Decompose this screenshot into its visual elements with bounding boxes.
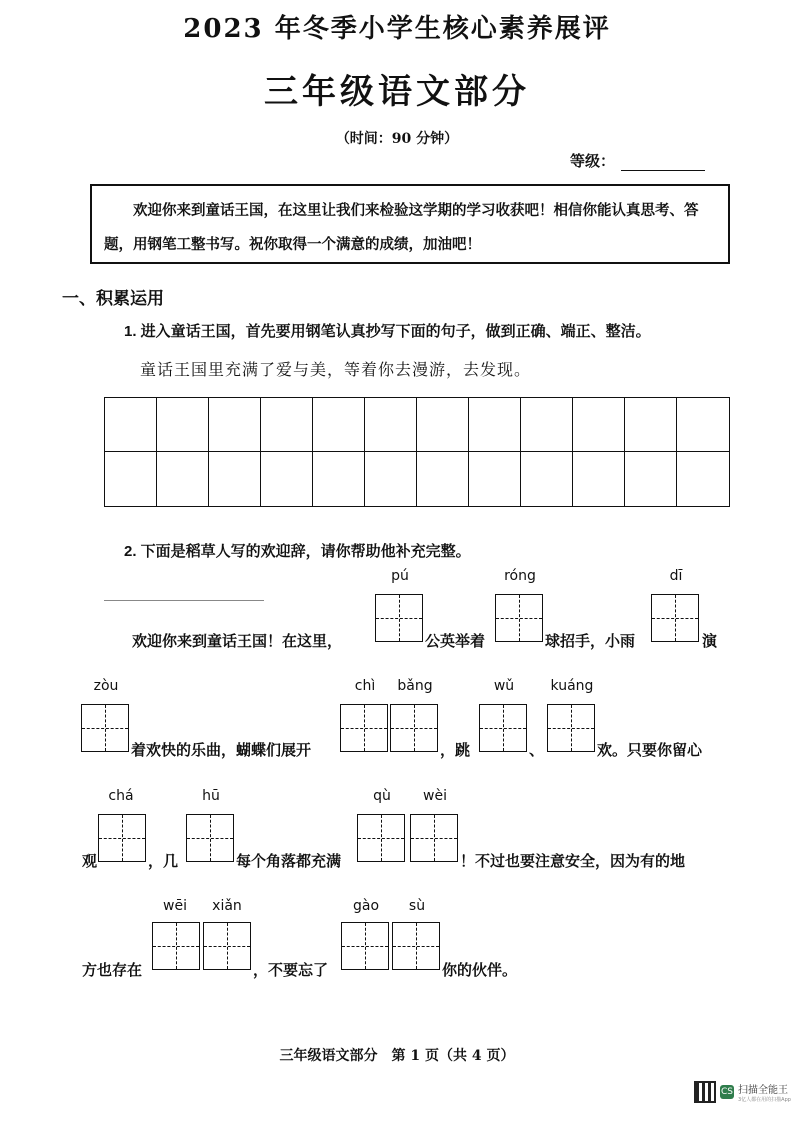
grid-cell[interactable] (417, 452, 469, 506)
grid-cell[interactable] (469, 398, 521, 452)
tianzi-box[interactable] (152, 922, 200, 970)
copy-sentence: 童话王国里充满了爱与美，等着你去漫游，去发现。 (140, 360, 532, 379)
pinyin-wu: wǔ (493, 678, 515, 694)
grid-cell[interactable] (105, 452, 157, 506)
pinyin-xian: xiǎn (212, 898, 242, 914)
pinyin-chi: chì (354, 678, 376, 694)
pinyin-bang: bǎng (397, 678, 433, 694)
tianzi-box[interactable] (651, 594, 699, 642)
exam-time: （时间：90 分钟） (335, 131, 459, 147)
text-segment: 、 (529, 742, 545, 759)
grid-cell[interactable] (105, 398, 157, 452)
text-segment: ，跳 (440, 742, 471, 759)
grid-cell[interactable] (469, 452, 521, 506)
pinyin-wei-danger: wēi (163, 898, 187, 914)
tianzi-box[interactable] (375, 594, 423, 642)
grid-cell[interactable] (157, 452, 209, 506)
grade-label: 等级： (570, 152, 616, 170)
pinyin-zou: zòu (93, 678, 119, 694)
grid-cell[interactable] (313, 452, 365, 506)
grid-cell[interactable] (261, 398, 313, 452)
text-segment: ，不要忘了 (253, 962, 329, 979)
text-segment: ，几 (148, 853, 179, 870)
grade-blank[interactable] (621, 156, 705, 171)
tianzi-box[interactable] (547, 704, 595, 752)
tianzi-box[interactable] (98, 814, 146, 862)
pinyin-cha: chá (108, 788, 134, 804)
pinyin-pu: pú (391, 568, 409, 584)
grid-cell[interactable] (209, 398, 261, 452)
grid-cell[interactable] (365, 398, 417, 452)
qr-code-icon (694, 1081, 716, 1103)
grid-cell[interactable] (313, 398, 365, 452)
text-segment: 你的伙伴。 (442, 962, 518, 979)
grid-cell[interactable] (625, 452, 677, 506)
pinyin-qu: qù (373, 788, 391, 804)
text-segment: ！不过也要注意安全，因为有的地 (460, 853, 686, 870)
tianzi-box[interactable] (341, 922, 389, 970)
camscanner-logo-icon: CS (721, 1087, 733, 1097)
watermark-label: 扫描全能王 (738, 1085, 788, 1096)
tianzi-box[interactable] (186, 814, 234, 862)
grade-field (570, 150, 705, 171)
text-segment: 观 (82, 853, 98, 870)
page-footer: 三年级语文部分 第 1 页（共 4 页） (279, 1048, 515, 1064)
watermark-sub: 3亿人都在用的扫描App (738, 1097, 791, 1103)
scanner-watermark (694, 1081, 791, 1103)
divider (104, 600, 264, 601)
tianzi-box[interactable] (495, 594, 543, 642)
tianzi-box[interactable] (340, 704, 388, 752)
grid-cell[interactable] (521, 398, 573, 452)
tianzi-box[interactable] (81, 704, 129, 752)
pinyin-su: sù (408, 898, 426, 914)
pinyin-wei: wèi (423, 788, 447, 804)
grid-cell[interactable] (625, 398, 677, 452)
writing-grid[interactable] (104, 397, 730, 507)
tianzi-box[interactable] (357, 814, 405, 862)
section-title: 一、积累运用 (62, 289, 164, 308)
tianzi-box[interactable] (392, 922, 440, 970)
grid-cell[interactable] (365, 452, 417, 506)
pinyin-hu: hū (202, 788, 220, 804)
question-1-prompt: 1. 进入童话王国，首先要用钢笔认真抄写下面的句子，做到正确、端正、整洁。 (124, 323, 651, 340)
pinyin-rong: róng (504, 568, 536, 584)
grid-cell[interactable] (573, 398, 625, 452)
text-segment: 方也存在 (82, 962, 143, 979)
subject-title: 三年级语文部分 (264, 72, 530, 112)
text-segment: 欢。只要你留心 (597, 742, 703, 759)
text-segment: 每个角落都充满 (236, 853, 342, 870)
text-segment: 着欢快的乐曲，蝴蝶们展开 (131, 742, 312, 759)
grid-cell[interactable] (209, 452, 261, 506)
text-segment: 欢迎你来到童话王国！在这里， (132, 633, 343, 650)
grid-cell[interactable] (521, 452, 573, 506)
text-segment: 公英举着 (425, 633, 486, 650)
tianzi-box[interactable] (410, 814, 458, 862)
grid-cell[interactable] (261, 452, 313, 506)
pinyin-kuang: kuáng (550, 678, 594, 694)
question-2-prompt: 2. 下面是稻草人写的欢迎辞，请你帮助他补充完整。 (124, 543, 471, 560)
pinyin-gao: gào (352, 898, 380, 914)
grid-cell[interactable] (157, 398, 209, 452)
tianzi-box[interactable] (390, 704, 438, 752)
exam-title: 2023 年冬季小学生核心素养展评 (183, 14, 611, 44)
tianzi-box[interactable] (203, 922, 251, 970)
pinyin-di: dī (669, 568, 683, 584)
welcome-box: 欢迎你来到童话王国，在这里让我们来检验这学期的学习收获吧！相信你能认真思考、答题，用钢笔工整书写。祝你取得一个满意的成绩，加油吧！ (90, 184, 730, 264)
tianzi-box[interactable] (479, 704, 527, 752)
text-segment: 演 (702, 633, 718, 650)
grid-cell[interactable] (677, 452, 729, 506)
grid-cell[interactable] (677, 398, 729, 452)
grid-cell[interactable] (417, 398, 469, 452)
grid-cell[interactable] (573, 452, 625, 506)
text-segment: 球招手，小雨 (545, 633, 636, 650)
